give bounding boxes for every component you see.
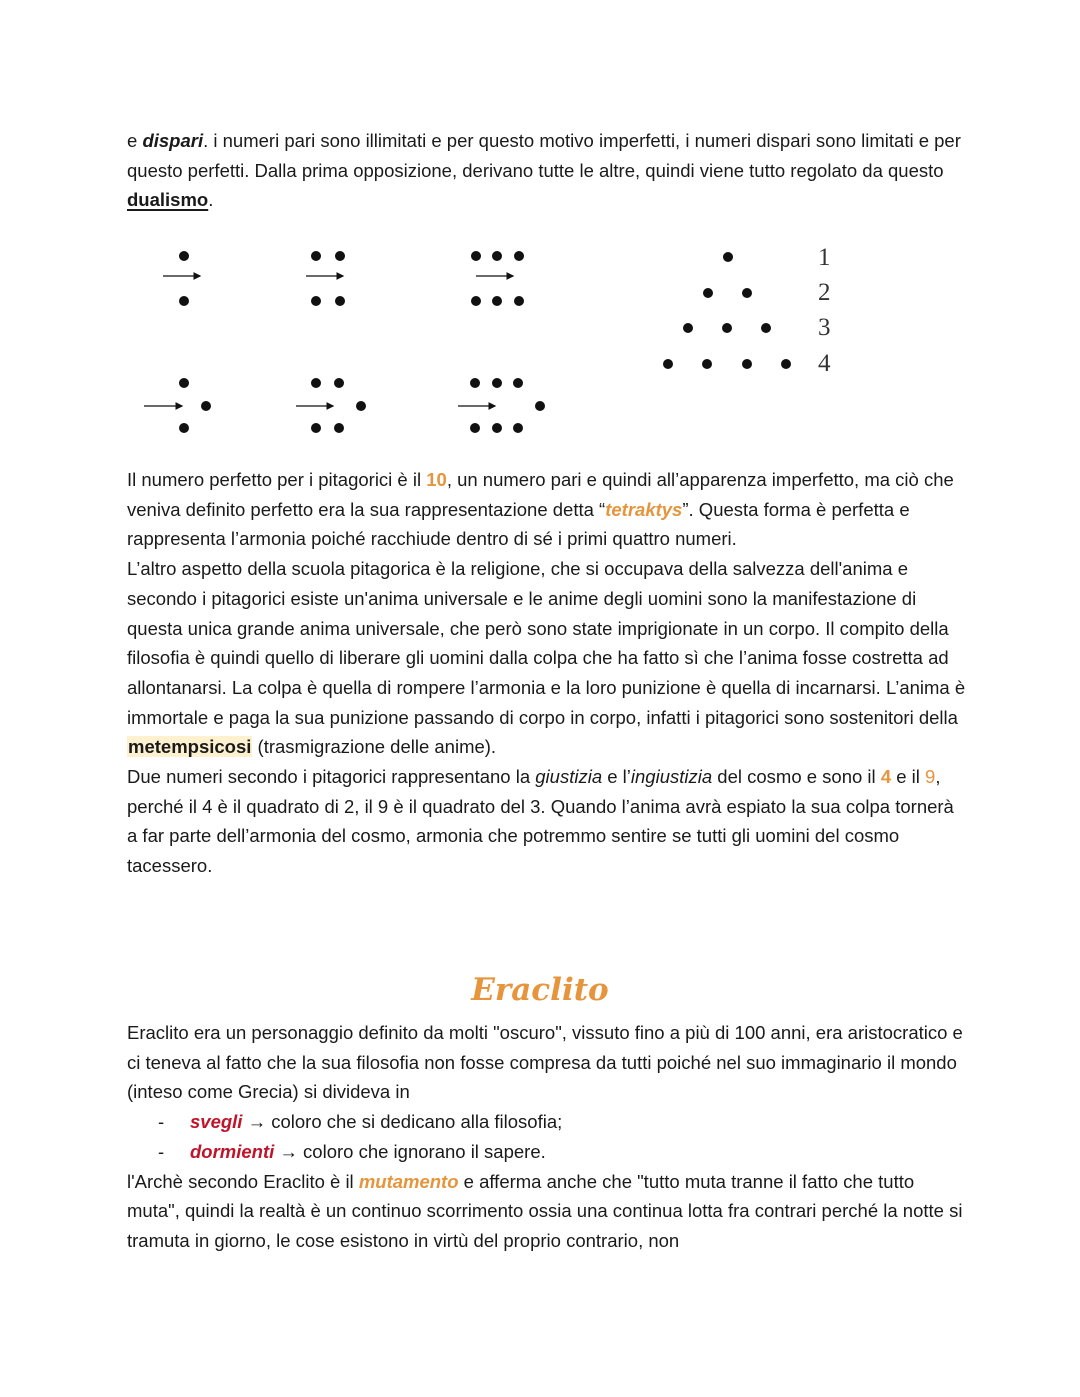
row-numbers [818, 244, 831, 377]
paragraph-eraclito-intro: Eraclito era un personaggio definito da molti "oscuro", vissuto fino a più di 100 anni, era aristocratico e ci teneva al fatto che la sua filosofia non fosse compresa da tutti poiché nel suo immaginario il mondo (inteso come Grecia) si divideva in [127, 1022, 963, 1103]
number-four: 4 [880, 766, 892, 788]
eraclito-section [127, 1018, 967, 1256]
term-dispari: dispari [142, 130, 204, 151]
odd-one-figure [163, 251, 200, 306]
paragraph-giustizia: Due numeri secondo i pitagorici rappresentano la giustizia e l’ingiustizia del cosmo e sono il 4 e il 9, perché il 4 è il quadrato di 2, il 9 è il quadrato del 3. Quando l’anima avrà espiato la sua colpa tornerà a far parte dell’armonia del cosmo, armonia che potremmo sentire se tutti gli uomini del cosmo tacessero. [127, 766, 954, 877]
pythagorean-numbers-figure [127, 232, 867, 448]
paragraph-tetraktys: Il numero perfetto per i pitagorici è il 10, un numero pari e quindi all’apparenza imperfetto, ma ciò che veniva definito perfetto era la sua rappresentazione detta “tetraktys”. Questa forma è perfetta e rappresenta l’armonia poiché racchiude dentro di sé i primi quattro numeri. [127, 469, 954, 550]
svegli-dormienti-list [127, 1107, 967, 1166]
paragraph-arche: l'Archè secondo Eraclito è il mutamento e afferma anche che "tutto muta tranne il fatto che tutto muta", quindi la realtà è un continuo scorrimento ossia una continua lotta fra contrari perché la notte si tramuta in giorno, le cose esistono in virtù del proprio contrario, non [127, 1170, 963, 1251]
paragraph-dualismo: e dispari. i numeri pari sono illimitati e per questo motivo imperfetti, i numeri dispari sono limitati e per questo perfetti. Dalla prima opposizione, derivano tutte le altre, quindi viene tutto regolato da questo dualismo. [127, 130, 961, 211]
intro-section [127, 126, 967, 215]
even-two-figure [306, 251, 345, 306]
term-metempsicosi: metempsicosi [128, 736, 252, 758]
term-ingiustizia: ingiustizia [630, 766, 713, 788]
list-item: - dormienti → coloro che ignorano il sapere. [158, 1140, 546, 1162]
paragraph-religione: L’altro aspetto della scuola pitagorica è la religione, che si occupava della salvezza dell'anima e secondo i pitagorici esiste un'anima universale e le anime degli uomini sono la manifestazione di questa unica grande anima universale, che però sono state imprigionate in un corpo. Il compito della filosofia è quindi quello di liberare gli uomini dalla colpa che ha fatto sì che l’anima fosse costretta ad allontanarsi. La colpa è quella di rompere l’armonia e la loro punizione è quella di incarnarsi. L’anima è immortale e paga la sua punizione passando di corpo in corpo, infatti i pitagorici sono sostenitori della metempsicosi (trasmigrazione delle anime). [127, 558, 966, 758]
tetraktys-triangle [663, 252, 791, 369]
odd-three-figure [144, 378, 211, 433]
row-number-2: 2 [818, 279, 831, 306]
term-svegli: svegli [190, 1111, 243, 1133]
pitagorici-section [127, 465, 967, 881]
dot-diagrams [127, 232, 867, 448]
odd-seven-figure [458, 378, 545, 433]
number-ten: 10 [426, 469, 447, 490]
term-giustizia: giustizia [535, 766, 603, 788]
even-three-figure [471, 251, 524, 306]
number-nine: 9 [925, 766, 936, 788]
row-number-4: 4 [818, 350, 831, 377]
row-number-3: 3 [818, 314, 831, 341]
term-mutamento: mutamento [358, 1170, 459, 1192]
section-title-eraclito: Eraclito [471, 972, 609, 1008]
term-dualismo: dualismo [127, 189, 209, 211]
list-item: - svegli → coloro che si dedicano alla filosofia; [158, 1111, 563, 1133]
term-dormienti: dormienti [190, 1140, 275, 1162]
term-tetraktys: tetraktys [605, 498, 683, 520]
row-number-1: 1 [818, 244, 831, 271]
odd-five-figure [296, 378, 366, 433]
